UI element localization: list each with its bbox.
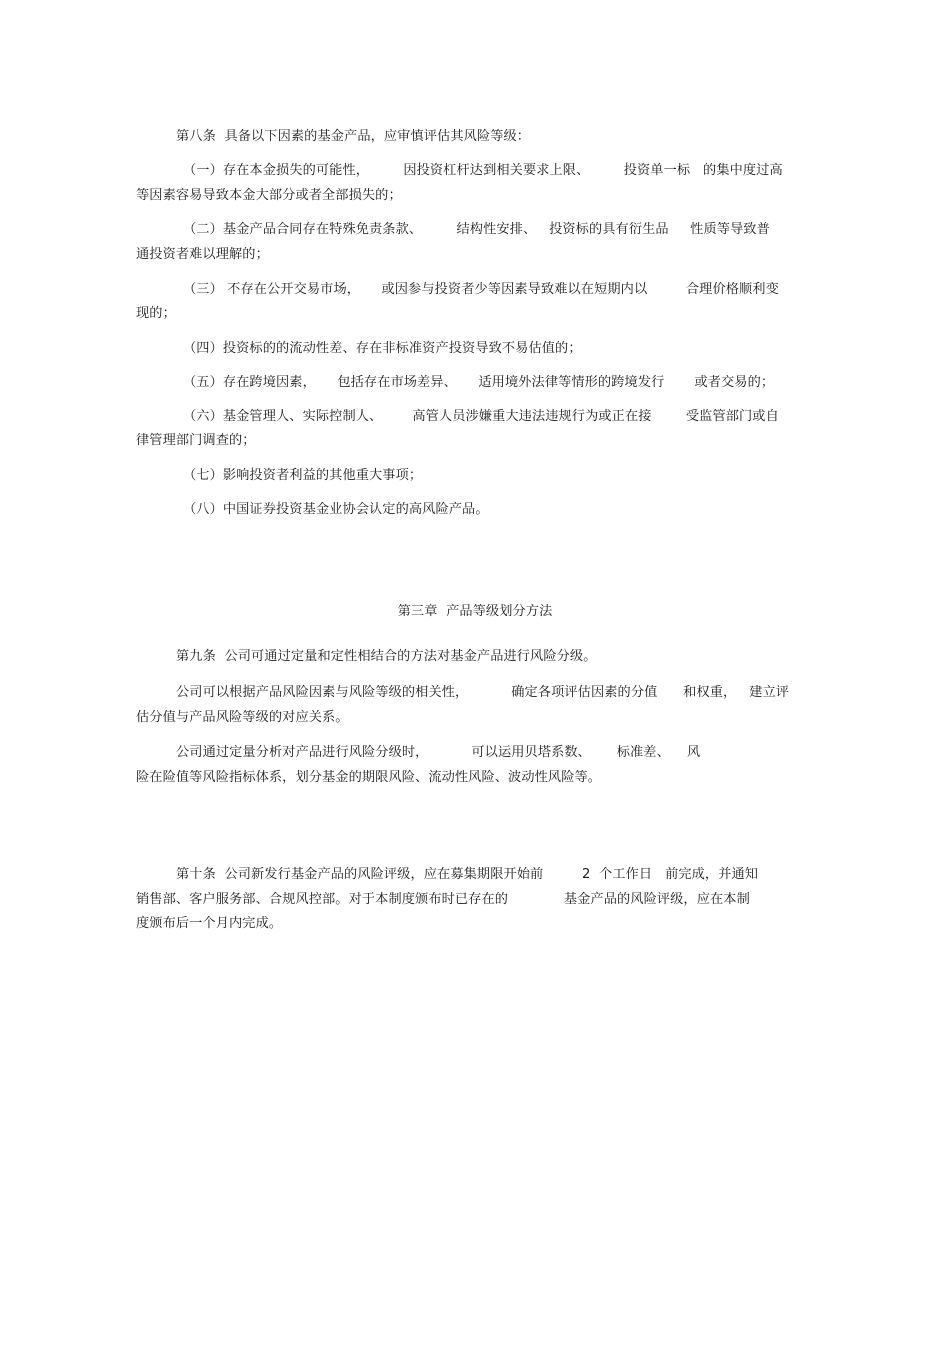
article-8-item-3-line-2: 现的； xyxy=(136,306,176,321)
article-10-line-2: 销售部、客户服务部、合规风控部。对于本制度颁布时已存在的 基金产品的风险评级，应在本制 xyxy=(136,892,750,907)
article-10-line-3: 度颁布后一个月内完成。 xyxy=(136,916,283,931)
article-8-item-5: （五）存在跨境因素， 包括存在市场差异、 适用境外法律等情形的跨境发行 或者交易的； xyxy=(183,375,775,390)
article-8-item-4: （四）投资标的的流动性差、存在非标准资产投资导致不易估值的； xyxy=(183,341,582,356)
article-8-item-6-line-1: （六）基金管理人、实际控制人、 高管人员涉嫌重大违法违规行为或正在接 受监管部门或自 xyxy=(183,409,779,424)
article-8-item-2-line-1: （二）基金产品合同存在特殊免责条款、 结构性安排、 投资标的具有衍生品 性质等导致普 xyxy=(183,222,770,237)
article-8-item-2-line-2: 通投资者难以理解的； xyxy=(136,247,269,262)
article-8-item-1-line-1: （一）存在本金损失的可能性， 因投资杠杆达到相关要求上限、 投资单一标 的集中度过高 xyxy=(183,163,783,178)
article-9-para-1-line-1: 公司可以根据产品风险因素与风险等级的相关性， 确定各项评估因素的分值 和权重， 建立评 xyxy=(176,685,790,700)
article-8-item-8: （八）中国证券投资基金业协会认定的高风险产品。 xyxy=(183,502,489,517)
article-8-intro: 第八条 具备以下因素的基金产品，应审慎评估其风险等级： xyxy=(176,129,531,144)
article-9-intro: 第九条 公司可通过定量和定性相结合的方法对基金产品进行风险分级。 xyxy=(176,649,597,664)
article-9-para-1-line-2: 估分值与产品风险等级的对应关系。 xyxy=(136,710,349,725)
article-8-item-1-line-2: 等因素容易导致本金大部分或者全部损失的； xyxy=(136,188,402,203)
article-8-item-7: （七）影响投资者利益的其他重大事项； xyxy=(183,468,423,483)
article-9-para-2-line-2: 险在险值等风险指标体系，划分基金的期限风险、流动性风险、波动性风险等。 xyxy=(136,770,602,785)
article-9-para-2-line-1: 公司通过定量分析对产品进行风险分级时， 可以运用贝塔系数、 标准差、 风 xyxy=(176,745,701,760)
article-8-item-3-line-1: （三） 不存在公开交易市场， 或因参与投资者少等因素导致难以在短期内以 合理价格顺利变 xyxy=(183,282,779,297)
article-8-item-6-line-2: 律管理部门调查的； xyxy=(136,433,256,448)
chapter-3-title: 第三章 产品等级划分方法 xyxy=(397,604,553,619)
article-10-line-1: 第十条 公司新发行基金产品的风险评级，应在募集期限开始前 2 个工作日 前完成，并通知 xyxy=(176,867,759,882)
